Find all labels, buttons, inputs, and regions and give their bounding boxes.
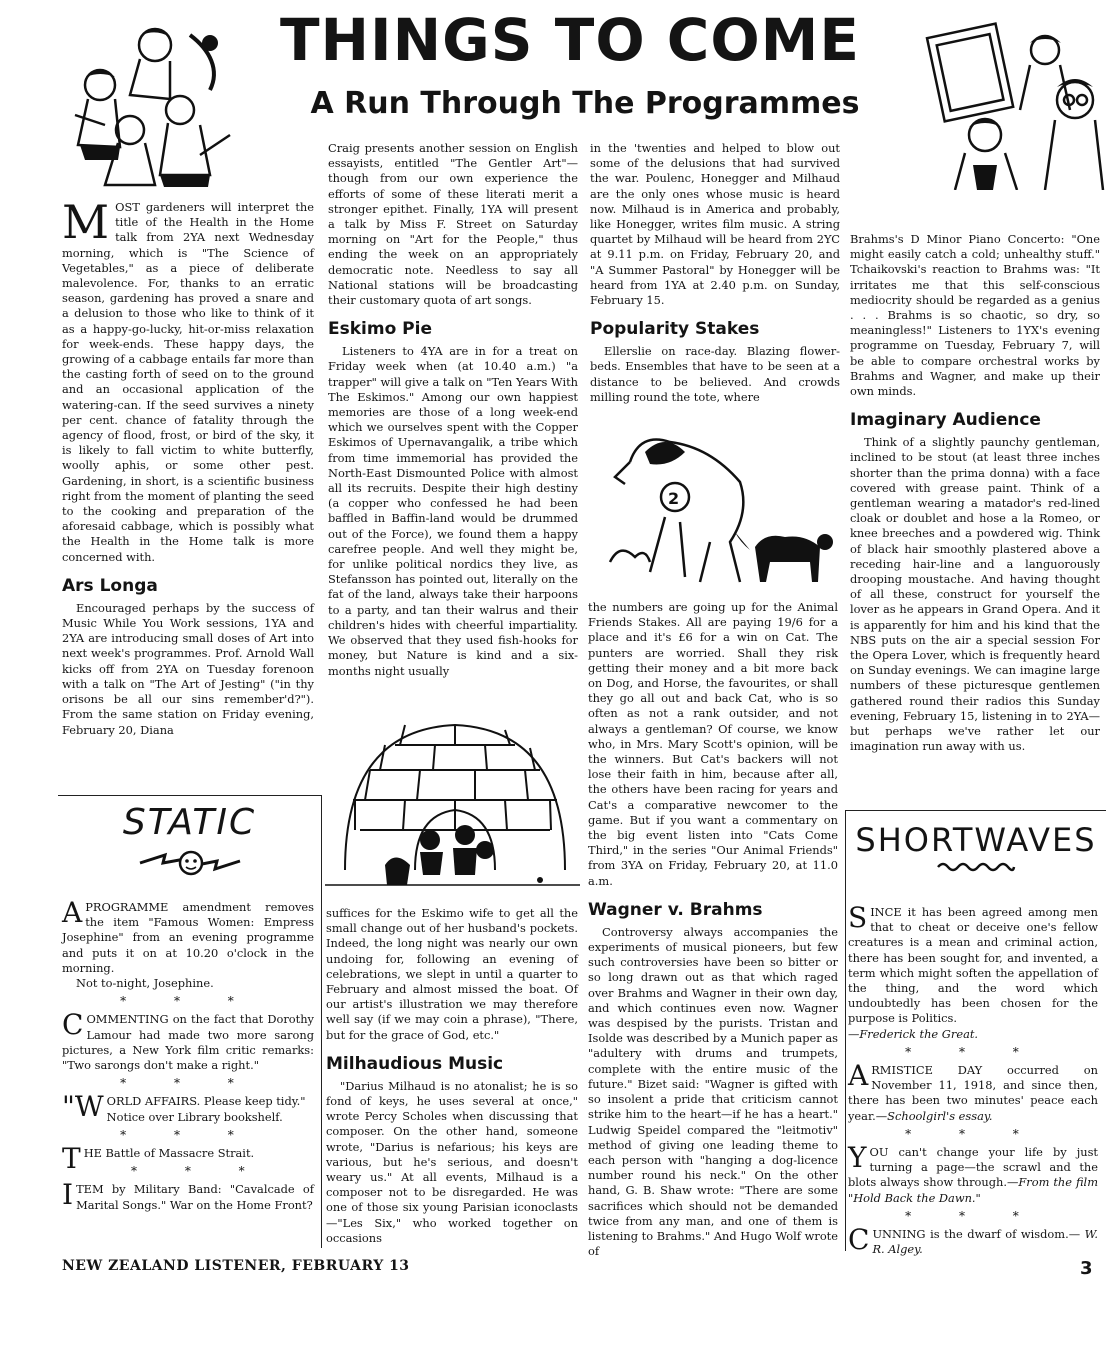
shortwaves-item: OU can't change your life by just turning a page—the scrawl and the blots always show through. [848, 1145, 1098, 1190]
divider-stars: * * * [905, 1208, 1041, 1223]
drop-cap: C [848, 1223, 870, 1257]
static-content [62, 896, 314, 1213]
svg-text:2: 2 [668, 489, 680, 508]
drop-cap: Y [848, 1141, 867, 1175]
heading-imaginary-audience: Imaginary Audience [850, 410, 1041, 431]
race-illustration [590, 422, 840, 592]
opera-illustration [925, 15, 1105, 190]
popularity-continued: the numbers are going up for the Animal Friends Stakes. All are paying 19/6 for a place and it's £6 for a win on Cat. The punters are worried. Shall they risk getting their money and a bit more back on Dog, and Horse, the favourites, or shall they go all out and back Cat, who is so often as not a rank outsider, and not always a gentleman? Of course, we know who, in Mrs. Mary Scott's opinion, will be the winners. But Cat's backers will not lose their faith in him, because after all, the others have been racing for years and Cat's a comparative newcomer to the game. But if you want a commentary on the big event listen into "Cats Come Third," in the series "Our Animal Friends" from 3YA on Friday, February 20, at 11.0 a.m. [588, 600, 838, 888]
shortwaves-source: —Frederick the Great. [848, 1026, 979, 1041]
drop-cap: T [62, 1142, 81, 1176]
shortwaves-item: INCE it has been agreed among men that to cheat or deceive one's fellow creatures is a mean and criminal action, there has been sought for, and invented, a term which might soften the appellation of the thing, and the word which undoubtedly has been chosen for the purpose is Politics. [848, 905, 1098, 1026]
divider-stars: * * * [131, 1164, 267, 1179]
static-item: ORLD AFFAIRS. Please keep tidy." [106, 1094, 306, 1109]
static-lightning-icon [135, 845, 245, 881]
band-illustration [60, 15, 235, 190]
heading-ars-longa: Ars Longa [62, 575, 158, 596]
column-3 [590, 141, 840, 405]
column-3-top-paragraph: in the 'twenties and helped to blow out some of the delusions that had survived the war. Poulenc, Honegger and Milhaud are the only ones whose music is heard now. Milhaud is in America and probably, like Honegger, writes film music. A string quartet by Milhaud will be heard from 2YC at 9.11 p.m. on Friday, February 20, and "A Summer Pastoral" by Honegger will be heard from 1YA at 2.40 p.m. on Sunday, February 15. [590, 141, 840, 308]
drop-cap: A [848, 1059, 869, 1093]
page-title: THINGS TO COME [279, 6, 861, 74]
static-item: PROGRAMME amendment removes the item "Famous Women: Empress Josephine" from an evening programme and puts it on at 10.20 o'clock in the morning. [62, 900, 314, 975]
divider-stars: * * * [905, 1044, 1041, 1059]
static-title: STATIC [122, 802, 257, 843]
drop-cap: I [62, 1178, 74, 1212]
shortwaves-source: W. R. Algey. [872, 1227, 1098, 1257]
static-item: HE Battle of Massacre Strait. [83, 1146, 255, 1161]
static-item: OMMENTING on the fact that Dorothy Lamour had made two more sarong pictures, a New York film critic remarks: "Two sarongs don't make a right." [62, 1012, 314, 1073]
ars-longa-paragraph: Encouraged perhaps by the success of Music While You Work sessions, 1YA and 2YA are introducing small doses of Art into next week's programmes. Prof. Arnold Wall kicks off from 2YA on Tuesday forenoon with a talk on "The Art of Jesting" ("in thy orisons be all our sins remember'd?"). From the same station on Friday evening, February 20, Diana [62, 600, 314, 737]
column-3-lower [588, 600, 838, 1259]
divider-stars: * * * [905, 1126, 1041, 1141]
drop-cap: C [62, 1008, 84, 1042]
heading-milhaudious: Milhaudious Music [326, 1053, 504, 1074]
static-item-punchline: Not to-night, Josephine. [76, 976, 214, 991]
intro-paragraph: OST gardeners will interpret the title of the Health in the Home talk from 2YA next Wednesday morning, which is "The Science of Vegetables," as a piece of deliberate malevolence. For, thanks to an erratic season, gardening has proved a snare and a delusion to those who like to think of it as a happy-go-lucky, hit-or-miss relaxation for week-ends. These happy days, the growing of a cabbage entails far more than the casting forth of seed on to the ground and an occasional application of the watering-can. If the seed survives a ninety per cent. chance of fatality through the agency of flood, frost, or bird of the sky, it is likely to fall victim to white butterfly, woolly aphis, or some other pest. Gardening, in short, is a scientific business right from the moment of planting the seed to the cooking and preparation of the aforesaid cabbage, which is possibly what the Health in the Home talk is more concerned with. [62, 200, 314, 564]
page-number: 3 [1080, 1258, 1093, 1279]
masthead-footer: NEW ZEALAND LISTENER, FEBRUARY 13 [62, 1258, 410, 1274]
wave-icon [936, 861, 1016, 873]
heading-eskimo-pie: Eskimo Pie [328, 319, 432, 340]
wagner-paragraph: Controversy always accompanies the experiments of musical pioneers, but few such controversies have been so bitter or so long drawn out as that which raged over Brahms and Wagner in their own day, and which continues even now. Wagner was despised by the purists. Tristan and Isolde was described by a Munich paper as "adultery with drums and trumpets, complete with the entire music of the future." Bizet said: "Wagner is gifted with so insolent a pride that criticism cannot strike him to the heart—if he has a heart." Ludwig Speidel compared the "leitmotiv" method of giving one leading theme to each person with "hanging a dog-licence number round his neck." On the other hand, G. B. Shaw wrote: "There are some sacrifices which should not be demanded twice from any man, and one of them is listening to Brahms." And Hugo Wolf wrote of [588, 924, 838, 1259]
eskimo-paragraph: Listeners to 4YA are in for a treat on Friday week when (at 10.40 a.m.) "a trapper" will give a talk on "Ten Years With The Eskimos." Among our own happiest memories are those of a long week-end which we ourselves spent with the Copper Eskimos of Upernavangalik, a tribe which from time immemorial has provided the North-East Dismounted Police with almost all its recruits. Despite their high destiny (a copper who confessed he had been baffled in Baffin-land would be drummed out of the Force), we found them a happy carefree people. And well they might be, for unlike political nordics they live, as Stefansson has pointed out, literally on the fat of the land, always take their harpoons to a party, and tan their walrus and their children's hides with cheerful impartiality. We observed that they used fish-hooks for money, but Nature is kind and a six-months night usually [328, 344, 578, 678]
column-2 [328, 141, 578, 679]
eskimo-continued: suffices for the Eskimo wife to get all the small change out of her husband's pockets. Indeed, the long night was nearly our own undoing for, following an evening of celebrations, we slept in until a quarter to February and almost missed the boat. Of our artist's illustration we may therefore well say (if we may coin a phrase), "There, but for the grace of God, etc." [326, 906, 578, 1042]
static-item: TEM by Military Band: "Cavalcade of Marital Songs." War on the Home Front? [76, 1182, 314, 1212]
imaginary-paragraph: Think of a slightly paunchy gentleman, inclined to be stout (at least three inches shorter than the prima donna) with a face covered with grease paint. Think of a gentleman wearing a matador's red-lined cloak or doublet and hose a la Romeo, or knee breeches and a powdered wig. Think of black hair smoothly plastered above a receding hair-line and a languorously drooping moustache. And having thought of all these, construct for yourself the lover as he appears in Grand Opera. And it is apparently for him and his kind that the NBS puts on the air a special session For the Opera Lover, which is frequently heard on Sunday evenings. We can imagine large numbers of these picturesque gentlemen gathered round their radios this Sunday evening, February 15, listening in to 2YA—but perhaps we've rather let our imagination run away with us. [850, 435, 1100, 754]
shortwaves-item: UNNING is the dwarf of wisdom.— [872, 1227, 1081, 1242]
shortwaves-title: SHORTWAVES [855, 821, 1097, 859]
shortwaves-source: —Schoolgirl's essay. [875, 1108, 993, 1123]
drop-cap: A [62, 896, 83, 929]
column-1 [62, 195, 314, 738]
shortwaves-source: —From the film "Hold Back the Dawn." [848, 1175, 1098, 1205]
column-4 [850, 232, 1100, 755]
static-item-source: Notice over Library bookshelf. [106, 1109, 283, 1124]
divider-stars: * * * [120, 1076, 256, 1091]
heading-popularity-stakes: Popularity Stakes [590, 319, 760, 340]
drop-cap: M [62, 195, 110, 249]
column-2-lower [326, 906, 578, 1246]
popularity-paragraph: Ellerslie on race-day. Blazing flower-beds. Ensembles that have to be seen at a distance to be believed. And crowds milling round the tote, where [590, 344, 840, 404]
column-2-top-paragraph: Craig presents another session on English essayists, entitled "The Gentler Art"—though from our own experience the efforts of some of these literati merit a stronger epithet. Finally, 1YA will present a talk by Miss F. Street on Saturday morning on "Art for the People," thus ending the week on an appropriately democratic note. Needless to say all National stations will be broadcasting their customary quota of art songs. [328, 141, 578, 308]
igloo-illustration [325, 690, 580, 895]
drop-cap: S [848, 901, 868, 934]
divider-stars: * * * [120, 1127, 256, 1142]
drop-cap: "W [62, 1090, 104, 1124]
shortwaves-content [848, 901, 1098, 1257]
milhaud-paragraph: "Darius Milhaud is no atonalist; he is so fond of keys, he uses several at once," wrote Percy Scholes when discussing that composer. On the other hand, someone wrote, "Darius is nefarious; his keys are various, but he's serious, and doesn't weary us." At all events, Milhaud is a composer not to be disregarded. He was one of those six young Parisian iconoclasts—"Les Six," who worked together on occasions [326, 1078, 578, 1245]
column-4-top-paragraph: Brahms's D Minor Piano Concerto: "One might easily catch a cold; unhealthy stuff." Tchaikovski's reaction to Brahms was: "It irritates me that this self-conscious mediocrity should be regarded as a genius . . . Brahms is so chaotic, so dry, so meaningless!" Listeners to 1YX's evening programme on Tuesday, February 7, will be able to compare orchestral works by Brahms and Wagner, and make up their own minds. [850, 232, 1100, 399]
page-subtitle: A Run Through The Programmes [310, 86, 860, 121]
divider-stars: * * * [120, 994, 256, 1009]
shortwaves-item: RMISTICE DAY occurred on November 11, 1918, and since then, there has been two minutes' peace each year. [848, 1063, 1098, 1123]
heading-wagner-brahms: Wagner v. Brahms [588, 899, 763, 920]
